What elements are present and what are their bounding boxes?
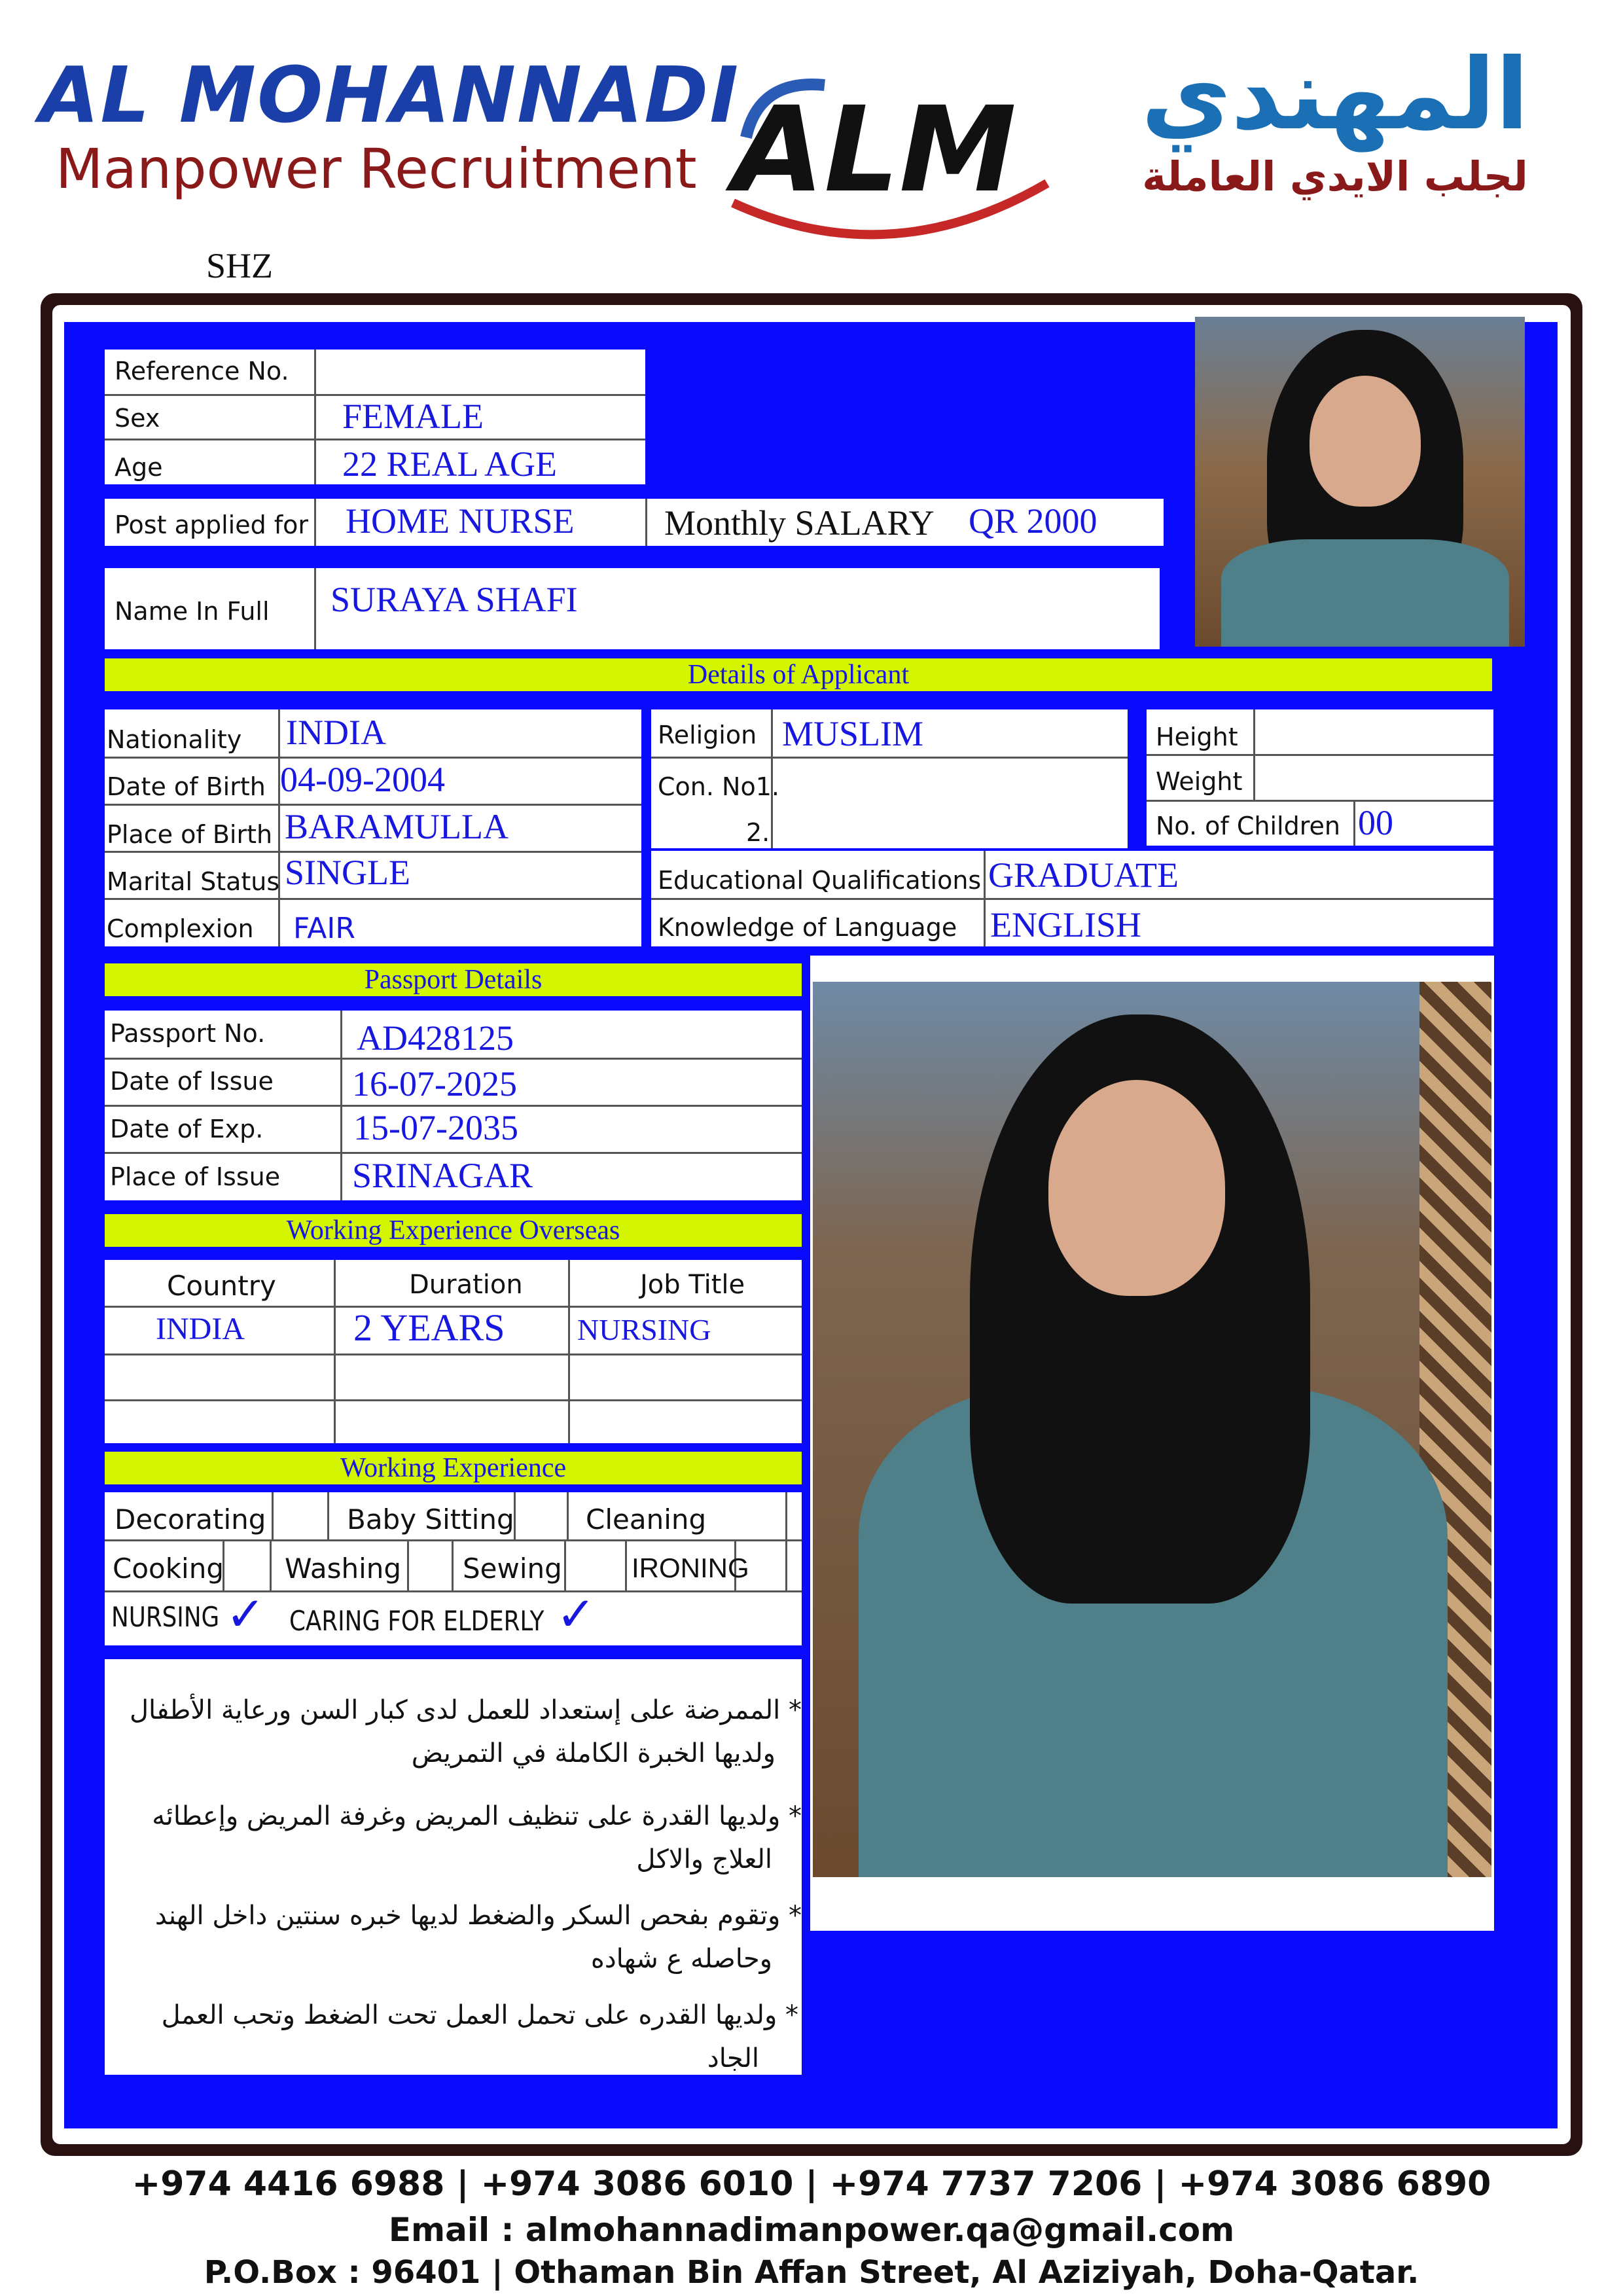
place-issue-value: SRINAGAR bbox=[352, 1156, 533, 1195]
applicant-photo-small bbox=[1195, 317, 1525, 647]
overseas-row1-job: NURSING bbox=[577, 1313, 711, 1346]
weight-label: Weight bbox=[1156, 767, 1243, 796]
passport-no-label: Passport No. bbox=[110, 1019, 266, 1048]
skill-ironing: IRONING bbox=[632, 1552, 749, 1583]
footer-phones: +974 4416 6988 | +974 3086 6010 | +974 7737 7206 | +974 3086 6890 bbox=[132, 2164, 1491, 2204]
overseas-row1-duration: 2 YEARS bbox=[353, 1306, 505, 1349]
brand-tagline-arabic: لجلب الايدي العاملة bbox=[1142, 152, 1528, 200]
exp-date-value: 15-07-2035 bbox=[353, 1108, 518, 1147]
overseas-col-duration: Duration bbox=[409, 1270, 523, 1300]
overseas-col-job: Job Title bbox=[640, 1270, 745, 1300]
brand-name-arabic: المهندي bbox=[1141, 38, 1529, 152]
exp-date-label: Date of Exp. bbox=[110, 1115, 264, 1143]
pob-value: BARAMULLA bbox=[285, 807, 509, 846]
applicant-photo-large bbox=[813, 982, 1491, 1877]
salary-value: QR 2000 bbox=[969, 501, 1097, 541]
passport-no-value: AD428125 bbox=[357, 1018, 514, 1058]
religion-label: Religion bbox=[658, 721, 757, 749]
issue-date-value: 16-07-2025 bbox=[352, 1064, 517, 1103]
con1-label: Con. No1. bbox=[658, 772, 779, 801]
brand-tagline: Manpower Recruitment bbox=[56, 137, 697, 201]
place-issue-label: Place of Issue bbox=[110, 1162, 281, 1191]
post-label: Post applied for bbox=[115, 511, 309, 539]
name-value: SURAYA SHAFI bbox=[330, 580, 578, 619]
complexion-label: Complexion bbox=[107, 914, 254, 943]
alm-logo bbox=[720, 39, 1060, 249]
sex-label: Sex bbox=[115, 404, 160, 433]
marital-label: Marital Status bbox=[107, 867, 280, 896]
education-value: GRADUATE bbox=[988, 855, 1179, 895]
nationality-value: INDIA bbox=[286, 713, 386, 752]
skill-caring-elderly: CARING FOR ELDERLY bbox=[289, 1605, 544, 1637]
dob-label: Date of Birth bbox=[107, 772, 266, 801]
passport-title-bar: Passport Details bbox=[105, 963, 802, 996]
height-label: Height bbox=[1156, 723, 1238, 751]
con2-label: 2. bbox=[746, 818, 770, 847]
skill-decorating: Decorating bbox=[115, 1503, 266, 1535]
skill-cleaning: Cleaning bbox=[586, 1503, 707, 1535]
footer-email: Email : almohannadimanpower.qa@gmail.com bbox=[388, 2211, 1235, 2249]
overseas-title-bar: Working Experience Overseas bbox=[105, 1214, 802, 1247]
caring-check-icon: ✓ bbox=[556, 1587, 596, 1641]
age-value: 22 REAL AGE bbox=[342, 444, 557, 484]
brand-logo-arabic bbox=[1060, 39, 1610, 209]
brand-logo-english bbox=[39, 50, 740, 209]
issue-date-label: Date of Issue bbox=[110, 1067, 274, 1096]
pob-label: Place of Birth bbox=[107, 820, 273, 849]
name-label: Name In Full bbox=[115, 597, 270, 626]
note-4-line-1: * ولديها القدره على تحمل العمل تحت الضغط وتحب العمل bbox=[161, 2000, 798, 2030]
marital-value: SINGLE bbox=[285, 853, 410, 892]
education-label: Educational Qualifications bbox=[658, 866, 982, 895]
complexion-value: FAIR bbox=[293, 912, 355, 945]
nursing-check-icon: ✓ bbox=[226, 1587, 266, 1641]
note-4-line-2: الجاد bbox=[707, 2043, 759, 2073]
skill-nursing: NURSING bbox=[111, 1601, 220, 1633]
children-label: No. of Children bbox=[1156, 812, 1340, 840]
experience-title-bar: Working Experience bbox=[105, 1452, 802, 1484]
language-value: ENGLISH bbox=[990, 905, 1141, 944]
nationality-label: Nationality bbox=[107, 725, 242, 754]
salary-label: Monthly SALARY bbox=[664, 503, 935, 543]
note-1-line-1: * الممرضة على إستعداد للعمل لدى كبار السن ورعاية الأطفال bbox=[129, 1695, 802, 1725]
dob-value: 04-09-2004 bbox=[280, 760, 445, 799]
brand-name: AL MOHANNADI bbox=[39, 50, 740, 140]
overseas-col-country: Country bbox=[167, 1270, 276, 1302]
skill-cooking: Cooking bbox=[113, 1552, 224, 1585]
note-3-line-1: * وتقوم بفحص السكر والضغط لديها خبره سنتين داخل الهند bbox=[154, 1901, 802, 1931]
skill-sewing: Sewing bbox=[463, 1552, 562, 1585]
religion-value: MUSLIM bbox=[782, 714, 924, 753]
post-value: HOME NURSE bbox=[346, 501, 575, 541]
details-title-bar: Details of Applicant bbox=[105, 658, 1492, 691]
note-2-line-1: * ولديها القدرة على تنظيف المريض وغرفة المريض وإعطائه bbox=[152, 1801, 802, 1831]
children-value: 00 bbox=[1358, 803, 1393, 842]
note-3-line-2: وحاصله ع شهاده bbox=[590, 1944, 772, 1974]
skill-washing: Washing bbox=[285, 1552, 402, 1585]
note-2-line-2: العلاج والاكل bbox=[636, 1844, 772, 1874]
reference-label: Reference No. bbox=[115, 357, 289, 386]
applicant-code: SHZ bbox=[206, 246, 274, 285]
language-label: Knowledge of Language bbox=[658, 913, 957, 942]
note-1-line-2: ولديها الخبرة الكاملة في التمريض bbox=[411, 1738, 776, 1768]
skill-baby-sitting: Baby Sitting bbox=[347, 1503, 514, 1535]
footer-address: P.O.Box : 96401 | Othaman Bin Affan Street, Al Aziziyah, Doha-Qatar. bbox=[204, 2254, 1419, 2291]
sex-value: FEMALE bbox=[342, 397, 484, 436]
alm-logo-text: ALM bbox=[733, 82, 1017, 219]
age-label: Age bbox=[115, 453, 163, 482]
overseas-row1-country: INDIA bbox=[156, 1312, 245, 1346]
